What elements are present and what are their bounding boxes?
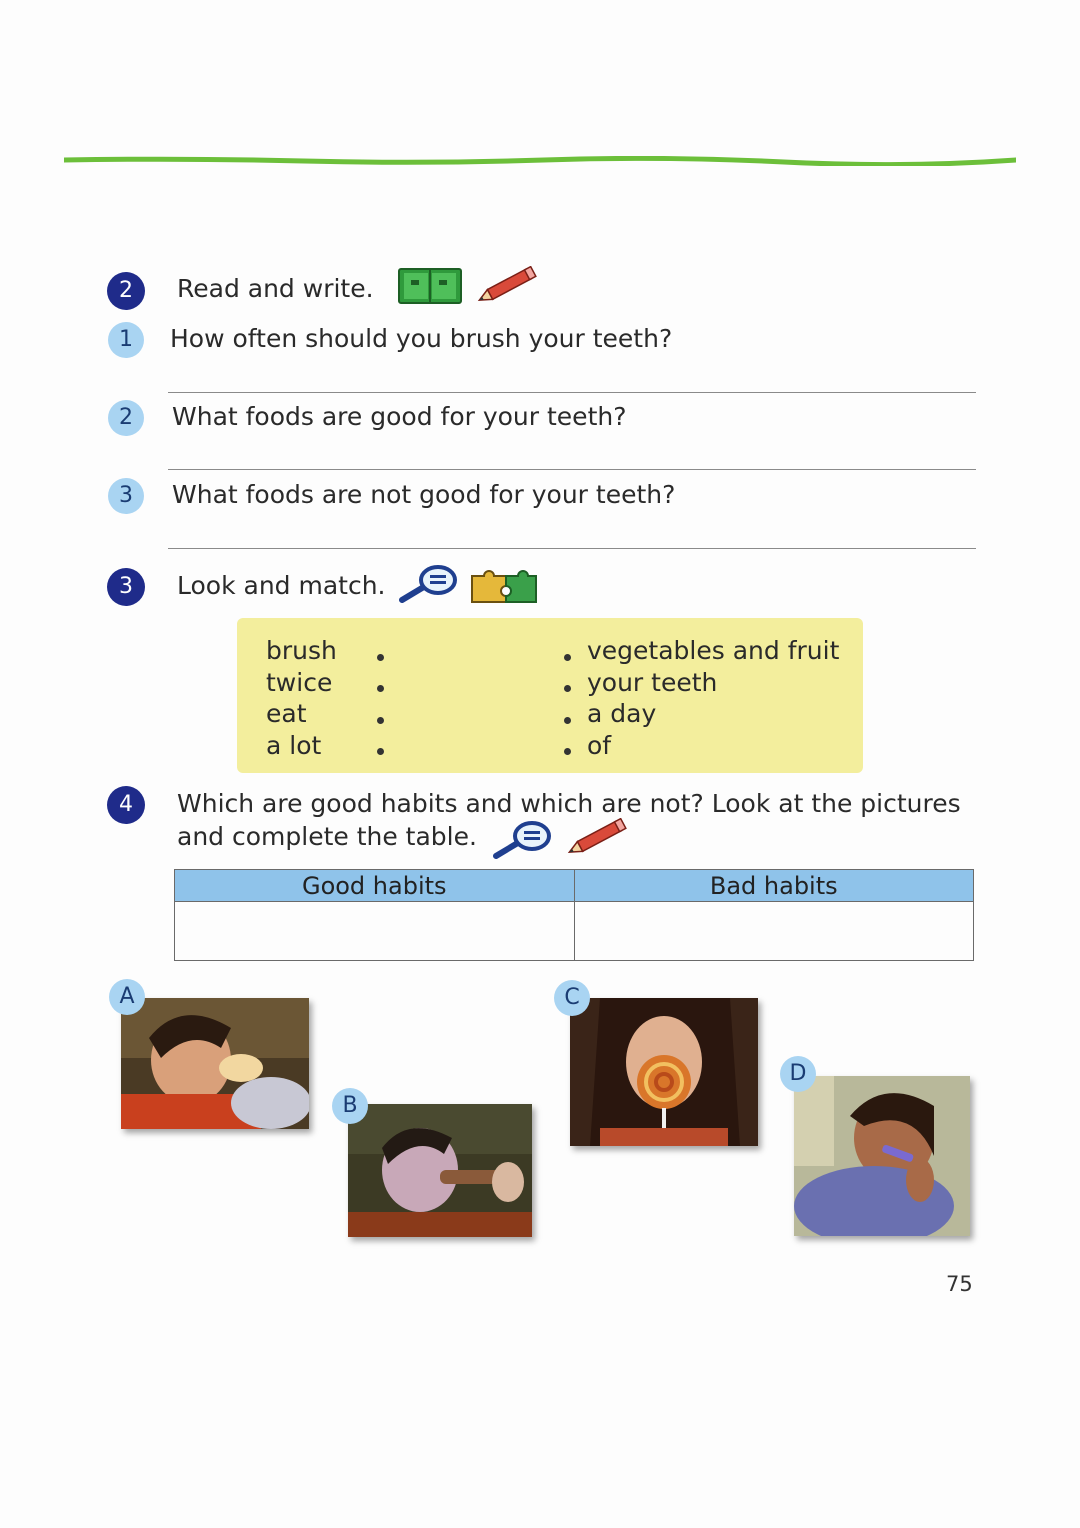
match-dot-right-4[interactable] <box>564 748 571 755</box>
exercise-3-instruction: Look and match. <box>177 571 386 600</box>
photo-b-boy-drinking <box>348 1104 532 1237</box>
question-2-text: What foods are good for your teeth? <box>172 402 627 431</box>
good-habits-cell[interactable] <box>175 902 575 961</box>
pencil-icon <box>564 818 630 858</box>
exercise-4-instruction-line-2: and complete the table. <box>177 822 477 851</box>
match-dot-right-1[interactable] <box>564 654 571 661</box>
question-3-badge: 3 <box>108 478 144 514</box>
match-right-your-teeth: your teeth <box>587 668 718 697</box>
match-dot-left-2[interactable] <box>377 685 384 692</box>
exercise-4-badge: 4 <box>107 786 145 824</box>
match-left-twice: twice <box>266 668 333 697</box>
match-right-vegetables-and-fruit: vegetables and fruit <box>587 636 840 665</box>
answer-line-2[interactable] <box>168 469 976 470</box>
habits-table <box>174 869 974 961</box>
photo-c-girl-with-lollipop <box>570 998 758 1146</box>
magnifying-glass-icon <box>396 562 460 606</box>
page-number: 75 <box>946 1272 973 1296</box>
answer-line-3[interactable] <box>168 548 976 549</box>
match-dot-left-1[interactable] <box>377 654 384 661</box>
answer-line-1[interactable] <box>168 392 976 393</box>
puzzle-icon <box>470 562 538 604</box>
exercise-4-instruction-line-1: Which are good habits and which are not? Look at the pictures <box>177 789 961 818</box>
match-dot-left-4[interactable] <box>377 748 384 755</box>
good-habits-header: Good habits <box>175 870 575 902</box>
picture-label-c: C <box>554 980 590 1016</box>
exercise-3-badge: 3 <box>107 568 145 606</box>
question-2-badge: 2 <box>108 400 144 436</box>
question-1-badge: 1 <box>108 322 144 358</box>
photo-d-girl-brushing-teeth <box>794 1076 970 1236</box>
green-divider-rule <box>64 156 1016 166</box>
question-3-text: What foods are not good for your teeth? <box>172 480 676 509</box>
match-left-brush: brush <box>266 636 337 665</box>
match-right-a-day: a day <box>587 699 657 728</box>
book-icon <box>398 268 462 304</box>
match-box <box>237 618 863 773</box>
picture-label-d: D <box>780 1056 816 1092</box>
pencil-icon <box>474 266 540 306</box>
exercise-2-badge: 2 <box>107 272 145 310</box>
match-dot-right-2[interactable] <box>564 685 571 692</box>
match-left-eat: eat <box>266 699 307 728</box>
match-right-of: of <box>587 731 612 760</box>
exercise-2-instruction: Read and write. <box>177 274 374 303</box>
magnifying-glass-icon <box>490 818 554 862</box>
match-left-a-lot: a lot <box>266 731 322 760</box>
match-dot-left-3[interactable] <box>377 717 384 724</box>
bad-habits-header: Bad habits <box>574 870 974 902</box>
match-dot-right-3[interactable] <box>564 717 571 724</box>
picture-label-b: B <box>332 1088 368 1124</box>
bad-habits-cell[interactable] <box>574 902 974 961</box>
photo-a-child-eating-fruit <box>121 998 309 1129</box>
question-1-text: How often should you brush your teeth? <box>170 324 673 353</box>
picture-label-a: A <box>109 979 145 1015</box>
